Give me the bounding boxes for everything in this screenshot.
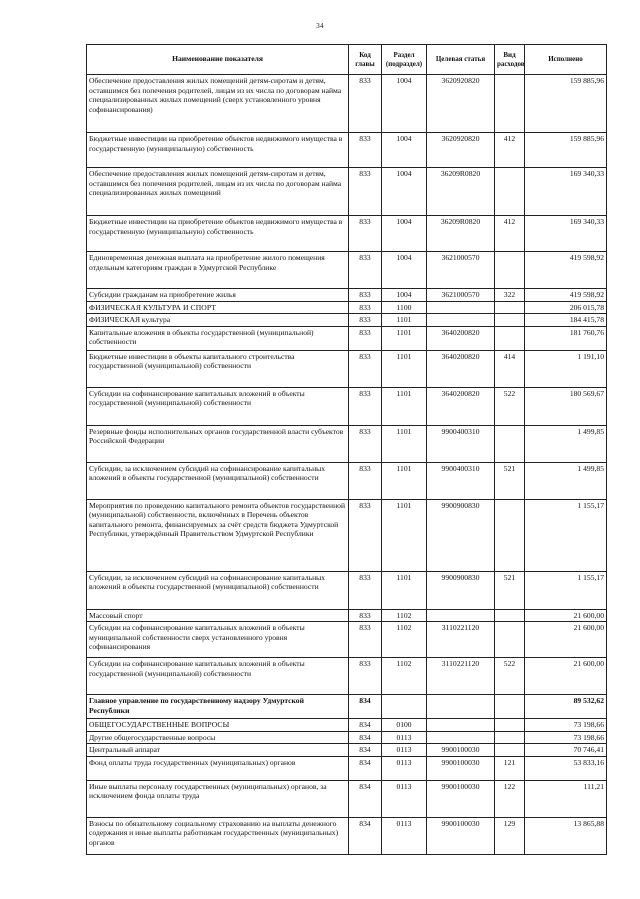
- target-article-cell: [427, 301, 495, 314]
- chapter-code-cell: 834: [349, 695, 382, 719]
- executed-amount-cell: 159 885,96: [525, 133, 607, 168]
- table-row: [87, 314, 607, 327]
- target-article-cell: 3620920820: [427, 133, 495, 168]
- chapter-code-cell: 833: [349, 387, 382, 425]
- chapter-code-cell: 833: [349, 301, 382, 314]
- chapter-code-cell: 834: [349, 817, 382, 854]
- target-article-cell: 9900100030: [427, 817, 495, 854]
- expense-kind-cell: 522: [495, 387, 525, 425]
- table-row: [87, 387, 607, 425]
- chapter-code-cell: 833: [349, 622, 382, 658]
- expense-kind-cell: [495, 499, 525, 571]
- table-row: [87, 168, 607, 216]
- indicator-name-cell: Другие общегосударственные вопросы: [87, 731, 349, 744]
- executed-amount-cell: 13 865,88: [525, 817, 607, 854]
- executed-amount-cell: 419 598,92: [525, 252, 607, 289]
- target-article-cell: 3621000570: [427, 252, 495, 289]
- executed-amount-cell: 53 833,16: [525, 756, 607, 780]
- chapter-code-cell: 833: [349, 350, 382, 387]
- target-article-cell: 9900400310: [427, 425, 495, 462]
- executed-amount-cell: 180 569,67: [525, 387, 607, 425]
- expense-kind-cell: [495, 695, 525, 719]
- section-cell: 1004: [382, 133, 427, 168]
- indicator-name-cell: Субсидии на софинансирование капитальных вложений в объекты муниципальной собственности сверх установленного уровня софинансирования: [87, 622, 349, 658]
- table-row: [87, 609, 607, 622]
- target-article-cell: 3110221120: [427, 622, 495, 658]
- section-cell: 1101: [382, 571, 427, 609]
- expense-kind-cell: 414: [495, 350, 525, 387]
- target-article-cell: [427, 314, 495, 327]
- target-article-cell: 9900100030: [427, 744, 495, 757]
- section-cell: 1102: [382, 658, 427, 695]
- expense-kind-cell: [495, 719, 525, 732]
- target-article-cell: 3620920820: [427, 75, 495, 133]
- table-row: [87, 780, 607, 817]
- indicator-name-cell: Бюджетные инвестиции на приобретение объектов недвижимого имущества в государственную (муниципальную) собственность: [87, 133, 349, 168]
- table-row: [87, 289, 607, 302]
- section-cell: 1101: [382, 387, 427, 425]
- target-article-cell: [427, 719, 495, 732]
- expense-kind-cell: 121: [495, 756, 525, 780]
- chapter-code-cell: 834: [349, 744, 382, 757]
- table-header-row: [87, 45, 607, 75]
- executed-amount-cell: 159 885,96: [525, 75, 607, 133]
- chapter-code-cell: 833: [349, 326, 382, 350]
- table-row: [87, 744, 607, 757]
- section-cell: 1102: [382, 609, 427, 622]
- executed-amount-cell: 169 340,33: [525, 168, 607, 216]
- section-cell: 1004: [382, 75, 427, 133]
- expense-kind-cell: [495, 622, 525, 658]
- expense-kind-cell: 521: [495, 462, 525, 499]
- indicator-name-cell: Центральный аппарат: [87, 744, 349, 757]
- table-row: [87, 425, 607, 462]
- indicator-name-cell: ОБЩЕГОСУДАРСТВЕННЫЕ ВОПРОСЫ: [87, 719, 349, 732]
- section-cell: 1101: [382, 314, 427, 327]
- target-article-cell: 9900900830: [427, 499, 495, 571]
- table-row: [87, 133, 607, 168]
- expense-kind-cell: [495, 326, 525, 350]
- table-body: [87, 75, 607, 855]
- executed-amount-cell: 21 600,00: [525, 658, 607, 695]
- expense-kind-cell: 522: [495, 658, 525, 695]
- indicator-name-cell: Обеспечение предоставления жилых помещений детям-сиротам и детям, оставшимся без попечения родителей, лицам из их числа по договорам найма специализированных жилых помещений (сверх установленного уровня софинансирования): [87, 75, 349, 133]
- section-cell: 1004: [382, 216, 427, 252]
- table-row: [87, 252, 607, 289]
- executed-amount-cell: 419 598,92: [525, 289, 607, 302]
- section-cell: 0100: [382, 719, 427, 732]
- expense-kind-cell: [495, 75, 525, 133]
- indicator-name-cell: Субсидии на софинансирование капитальных вложений в объекты государственной (муниципальной) собственности: [87, 387, 349, 425]
- chapter-code-cell: 833: [349, 609, 382, 622]
- expense-kind-cell: [495, 252, 525, 289]
- chapter-code-cell: 833: [349, 168, 382, 216]
- target-article-cell: 3640200820: [427, 387, 495, 425]
- table-row: [87, 462, 607, 499]
- header-expense-kind: Вид расходов: [495, 45, 525, 75]
- chapter-code-cell: 833: [349, 571, 382, 609]
- chapter-code-cell: 833: [349, 425, 382, 462]
- indicator-name-cell: ФИЗИЧЕСКАЯ КУЛЬТУРА И СПОРТ: [87, 301, 349, 314]
- section-cell: 0113: [382, 817, 427, 854]
- indicator-name-cell: Субсидии гражданам на приобретение жилья: [87, 289, 349, 302]
- expense-kind-cell: [495, 314, 525, 327]
- expense-kind-cell: [495, 744, 525, 757]
- executed-amount-cell: 1 191,10: [525, 350, 607, 387]
- indicator-name-cell: Капитальные вложения в объекты государственной (муниципальной) собственности: [87, 326, 349, 350]
- expense-kind-cell: 322: [495, 289, 525, 302]
- chapter-code-cell: 833: [349, 252, 382, 289]
- executed-amount-cell: 70 746,41: [525, 744, 607, 757]
- indicator-name-cell: Единовременная денежная выплата на приобретение жилого помещения отдельным категориям граждан в Удмуртской Республике: [87, 252, 349, 289]
- target-article-cell: 3110221120: [427, 658, 495, 695]
- header-target-article: Целевая статья: [427, 45, 495, 75]
- table-row: [87, 658, 607, 695]
- table-row: [87, 731, 607, 744]
- header-indicator-name: Наименование показателя: [87, 45, 349, 75]
- section-cell: 1004: [382, 168, 427, 216]
- executed-amount-cell: 1 155,17: [525, 571, 607, 609]
- target-article-cell: 9900100030: [427, 780, 495, 817]
- expense-kind-cell: [495, 609, 525, 622]
- executed-amount-cell: 206 015,78: [525, 301, 607, 314]
- header-section: Раздел (подраздел): [382, 45, 427, 75]
- target-article-cell: 9900100030: [427, 756, 495, 780]
- table-row: [87, 326, 607, 350]
- executed-amount-cell: 111,21: [525, 780, 607, 817]
- chapter-code-cell: 833: [349, 314, 382, 327]
- table-row: [87, 695, 607, 719]
- chapter-code-cell: 834: [349, 756, 382, 780]
- indicator-name-cell: Мероприятия по проведению капитального ремонта объектов государственной (муниципальной) собственности, включённых в Перечень объектов капитального ремонта, финансируемых за счёт средств бюджета Удмуртской Республики, утверждённый Правительством Удмуртской Республики: [87, 499, 349, 571]
- expense-kind-cell: [495, 301, 525, 314]
- expense-kind-cell: [495, 168, 525, 216]
- indicator-name-cell: Бюджетные инвестиции в объекты капитального строительства государственной (муниципальной) собственности: [87, 350, 349, 387]
- chapter-code-cell: 834: [349, 780, 382, 817]
- indicator-name-cell: Резервные фонды исполнительных органов государственной власти субъектов Российской Федерации: [87, 425, 349, 462]
- indicator-name-cell: Фонд оплаты труда государственных (муниципальных) органов: [87, 756, 349, 780]
- target-article-cell: 3621000570: [427, 289, 495, 302]
- executed-amount-cell: 1 155,17: [525, 499, 607, 571]
- expense-kind-cell: 122: [495, 780, 525, 817]
- executed-amount-cell: 73 198,66: [525, 719, 607, 732]
- table-row: [87, 817, 607, 854]
- section-cell: 1101: [382, 499, 427, 571]
- table-row: [87, 622, 607, 658]
- expense-kind-cell: 521: [495, 571, 525, 609]
- section-cell: 1101: [382, 425, 427, 462]
- target-article-cell: 9900900830: [427, 571, 495, 609]
- indicator-name-cell: Массовый спорт: [87, 609, 349, 622]
- executed-amount-cell: 21 600,00: [525, 609, 607, 622]
- executed-amount-cell: 21 600,00: [525, 622, 607, 658]
- page-number: 34: [316, 22, 324, 30]
- table-row: [87, 499, 607, 571]
- chapter-code-cell: 834: [349, 719, 382, 732]
- executed-amount-cell: 169 340,33: [525, 216, 607, 252]
- target-article-cell: 36209R0820: [427, 216, 495, 252]
- indicator-name-cell: Иные выплаты персоналу государственных (муниципальных) органов, за исключением фонда оплаты труда: [87, 780, 349, 817]
- target-article-cell: [427, 731, 495, 744]
- chapter-code-cell: 833: [349, 75, 382, 133]
- indicator-name-cell: Субсидии, за исключением субсидий на софинансирование капитальных вложений в объекты государственной (муниципальной) собственности: [87, 571, 349, 609]
- indicator-name-cell: ФИЗИЧЕСКАЯ культура: [87, 314, 349, 327]
- chapter-code-cell: 833: [349, 216, 382, 252]
- section-cell: 0113: [382, 780, 427, 817]
- table-row: [87, 75, 607, 133]
- executed-amount-cell: 73 198,66: [525, 731, 607, 744]
- indicator-name-cell: Главное управление по государственному надзору Удмуртской Республики: [87, 695, 349, 719]
- section-cell: 0113: [382, 756, 427, 780]
- header-executed: Исполнено: [525, 45, 607, 75]
- section-cell: 1101: [382, 326, 427, 350]
- target-article-cell: 36209R0820: [427, 168, 495, 216]
- table-row: [87, 301, 607, 314]
- executed-amount-cell: 1 499,85: [525, 462, 607, 499]
- chapter-code-cell: 833: [349, 133, 382, 168]
- section-cell: 1004: [382, 252, 427, 289]
- header-chapter-code: Код главы: [349, 45, 382, 75]
- indicator-name-cell: Взносы по обязательному социальному страхованию на выплаты денежного содержания и иные выплаты работникам государственных (муниципальных) органов: [87, 817, 349, 854]
- table-row: [87, 350, 607, 387]
- indicator-name-cell: Бюджетные инвестиции на приобретение объектов недвижимого имущества в государственную (муниципальную) собственность: [87, 216, 349, 252]
- indicator-name-cell: Субсидии на софинансирование капитальных вложений в объекты государственной (муниципальной) собственности: [87, 658, 349, 695]
- section-cell: 1100: [382, 301, 427, 314]
- expense-kind-cell: 129: [495, 817, 525, 854]
- section-cell: 0113: [382, 744, 427, 757]
- section-cell: 1101: [382, 462, 427, 499]
- target-article-cell: 3640200820: [427, 350, 495, 387]
- indicator-name-cell: Субсидии, за исключением субсидий на софинансирование капитальных вложений в объекты государственной (муниципальной) собственности: [87, 462, 349, 499]
- expense-kind-cell: 412: [495, 133, 525, 168]
- target-article-cell: 3640200820: [427, 326, 495, 350]
- section-cell: 1101: [382, 350, 427, 387]
- section-cell: 0113: [382, 731, 427, 744]
- expense-kind-cell: 412: [495, 216, 525, 252]
- chapter-code-cell: 833: [349, 289, 382, 302]
- target-article-cell: 9900400310: [427, 462, 495, 499]
- indicator-name-cell: Обеспечение предоставления жилых помещений детям-сиротам и детям, оставшимся без попечения родителей, лицам из их числа по договорам найма специализированных жилых помещений: [87, 168, 349, 216]
- table-row: [87, 719, 607, 732]
- table-row: [87, 216, 607, 252]
- target-article-cell: [427, 695, 495, 719]
- executed-amount-cell: 89 532,62: [525, 695, 607, 719]
- executed-amount-cell: 181 760,76: [525, 326, 607, 350]
- table-row: [87, 571, 607, 609]
- executed-amount-cell: 1 499,85: [525, 425, 607, 462]
- chapter-code-cell: 833: [349, 658, 382, 695]
- expense-kind-cell: [495, 731, 525, 744]
- table-row: [87, 756, 607, 780]
- section-cell: [382, 695, 427, 719]
- section-cell: 1004: [382, 289, 427, 302]
- executed-amount-cell: 184 415,78: [525, 314, 607, 327]
- chapter-code-cell: 834: [349, 731, 382, 744]
- chapter-code-cell: 833: [349, 499, 382, 571]
- expense-kind-cell: [495, 425, 525, 462]
- target-article-cell: [427, 609, 495, 622]
- section-cell: 1102: [382, 622, 427, 658]
- budget-execution-table: [86, 44, 607, 855]
- chapter-code-cell: 833: [349, 462, 382, 499]
